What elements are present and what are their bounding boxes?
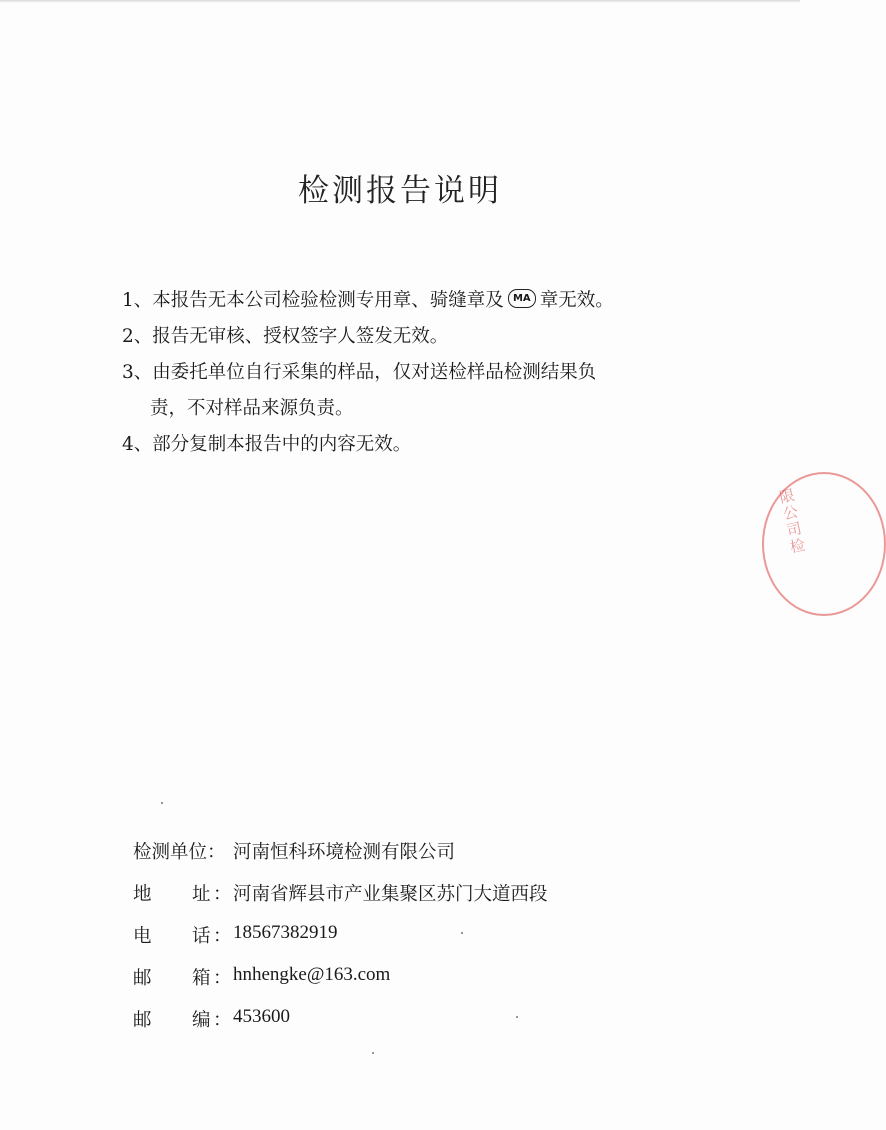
notice-text: 本报告无本公司检验检测专用章、骑缝章及	[152, 290, 504, 311]
phone-label-first: 电	[133, 926, 152, 947]
page-title: 检测报告说明	[298, 173, 502, 209]
colon: ：	[213, 926, 232, 947]
notice-text-continued: 责，不对样品来源负责。	[150, 398, 354, 419]
colon: ：	[213, 968, 232, 989]
unit-value: 河南恒科环境检测有限公司	[233, 842, 456, 863]
notice-item-3-continued	[122, 391, 702, 427]
scan-speck	[461, 932, 463, 934]
email-label-first: 邮	[133, 968, 152, 989]
postcode-label-first: 邮	[133, 1010, 152, 1031]
scan-speck	[516, 1016, 518, 1018]
cma-mark-icon: MA	[508, 289, 536, 308]
address-label-second: 址	[192, 884, 211, 905]
address-label-first: 地	[133, 884, 152, 905]
notice-list	[122, 283, 702, 463]
scan-speck	[161, 802, 163, 804]
phone-label-second: 话	[192, 926, 211, 947]
unit-label: 检测单位：	[133, 842, 226, 863]
scan-speck	[372, 1052, 374, 1054]
notice-text: 由委托单位自行采集的样品，仅对送检样品检测结果负	[152, 362, 597, 383]
phone-value: 18567382919	[233, 922, 338, 943]
seal-text: 限公司检	[777, 485, 807, 557]
notice-number: 2、	[122, 326, 153, 347]
address-value: 河南省辉县市产业集聚区苏门大道西段	[233, 884, 548, 905]
notice-text-end: 章无效。	[539, 290, 614, 311]
notice-text: 部分复制本报告中的内容无效。	[152, 434, 412, 455]
email-label-second: 箱	[192, 968, 211, 989]
notice-item-4	[122, 427, 702, 463]
notice-text: 报告无审核、授权签字人签发无效。	[152, 326, 449, 347]
notice-item-3	[122, 355, 702, 391]
email-value: hnhengke@163.com	[233, 964, 391, 985]
postcode-label-second: 编	[192, 1010, 211, 1031]
colon: ：	[213, 884, 232, 905]
notice-item-2	[122, 319, 702, 355]
notice-number: 1、	[122, 290, 153, 311]
notice-number: 4、	[122, 434, 153, 455]
postcode-value: 453600	[233, 1006, 290, 1027]
scan-edge	[0, 0, 800, 3]
notice-number: 3、	[122, 362, 153, 383]
notice-item-1	[122, 283, 702, 319]
colon: ：	[213, 1010, 232, 1031]
